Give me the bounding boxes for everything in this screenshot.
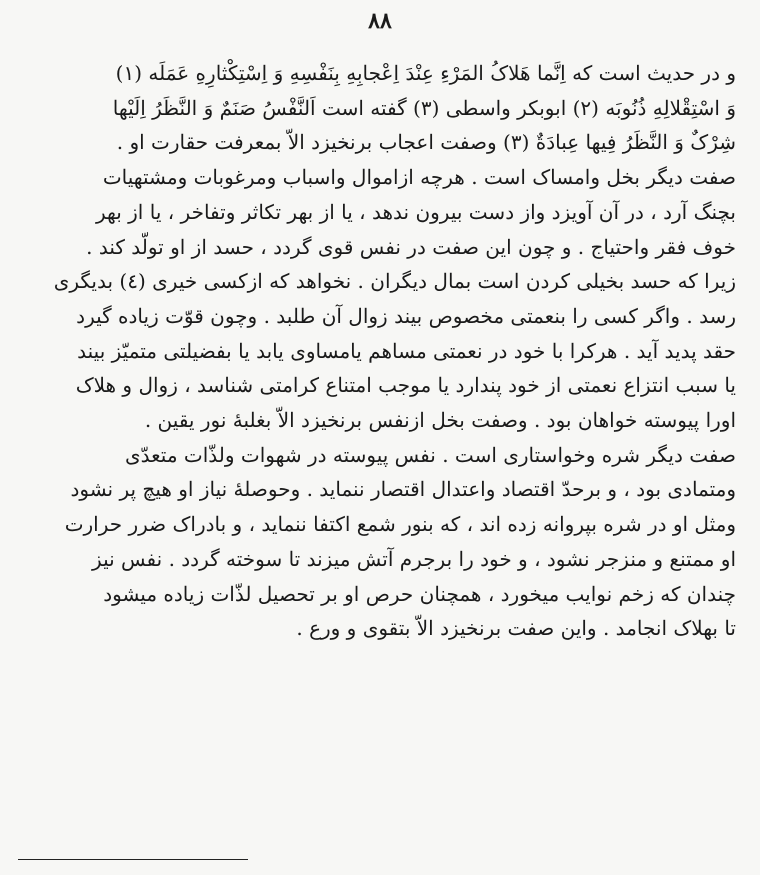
text-line: زیرا که حسد بخیلی کردن است بمال دیگران . نخواهد که ازکسی خیری (٤) بدیگری — [53, 269, 736, 294]
text-line: شِرْکٌ وَ النَّظَرُ فِیها عِبادَةٌ (٣) وصفت اعجاب برنخیزد الاّ بمعرفت حقارت او . — [116, 130, 736, 155]
text-line: چندان که زخم نوایب میخورد ، همچنان حرص او بر تحصیل لذّات زیاده میشود — [103, 581, 736, 606]
text-line: او ممتنع و منزجر نشود ، و خود را برجرم آتش میزند تا سوخته گردد . نفس نیز — [92, 546, 736, 571]
text-line: صفت دیگر بخل وامساک است . هرچه ازاموال واسباب ومرغوبات ومشتهیات — [102, 165, 736, 190]
footnote-separator — [18, 859, 248, 860]
text-line: تا بهلاک انجامد . واین صفت برنخیزد الاّ بتقوی و ورع . — [296, 616, 736, 641]
text-line: اورا پیوسته خواهان بود . وصفت بخل ازنفس برنخیزد الاّ بغلبهٔ نور یقین . — [144, 408, 736, 433]
text-line: وَ اسْتِقْلالِهِ ذُنُوبَه (٢) ابوبکر واسطی (٣) گفته است اَلنَّفْسُ صَنَمٌ وَ النَّظَرُ اِلَیْها — [112, 95, 736, 120]
page-number: ٨٨ — [368, 8, 392, 34]
body-text — [24, 56, 736, 646]
text-line: بچنگ آرد ، در آن آویزد واز دست بیرون ندهد ، یا از بهر تکاثر وتفاخر ، یا از بهر — [95, 199, 736, 224]
text-line: خوف فقر واحتیاج . و چون این صفت در نفس قوی گردد ، حسد از او تولّد کند . — [86, 234, 736, 259]
text-line: یا سبب انتزاع نعمتی از خود پندارد یا موجب امتناع کرامتی شناسد ، زوال و هلاک — [75, 373, 736, 398]
text-line: و در حدیث است که اِنَّما هَلاکُ المَرْءِ عِنْدَ اِعْجابِهِ بِنَفْسِهِ وَ اِسْتِکْثارِهِ عَمَلَه (١) — [115, 61, 736, 85]
text-line: حقد پدید آید . هرکرا با خود در نعمتی مساهم یامساوی یابد یا بفضیلتی متمیّز بیند — [77, 338, 736, 363]
text-line: ومتمادی بود ، و برحدّ اقتصاد واعتدال اقتصار ننماید . وحوصلهٔ نیاز او هیچ پر نشود — [70, 477, 736, 502]
text-line: صفت دیگر شره وخواستاری است . نفس پیوسته در شهوات ولذّات متعدّی — [125, 442, 736, 467]
text-line: ومثل او در شره بپروانه زده اند ، که بنور شمع اکتفا ننماید ، و بادراک ضرر حرارت — [64, 512, 736, 537]
text-line: رسد . واگر کسی را بنعمتی مخصوص بیند زوال آن طلبد . وچون قوّت زیاده گیرد — [76, 303, 736, 328]
